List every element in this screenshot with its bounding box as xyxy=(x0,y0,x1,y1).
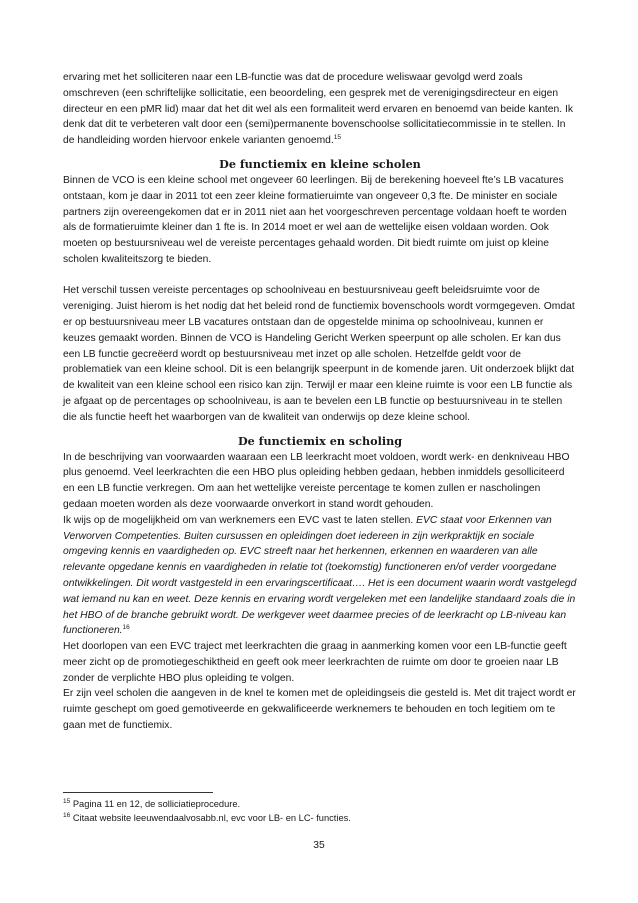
heading-scholing: De functiemix en scholing xyxy=(237,433,403,448)
footnote-16-text: Citaat website leeuwendaalvosabb.nl, evc voor LB- en LC- functies. xyxy=(70,813,351,823)
footnotes xyxy=(63,797,577,825)
footnote-16-number: 16 xyxy=(63,812,71,819)
footnote-15-number: 15 xyxy=(63,798,71,805)
paragraph-voorwaarden: In de beschrijving van voorwaarden waaraan een LB leerkracht moet voldoen, wordt werk- en denkniveau HBO plus genoemd. Veel leerkrachten die een HBO plus opleiding hebben gedaan, hebben inmiddels gesolliciteerd en een LB functie verkregen. Om aan het wettelijke vereiste percentage te komen zullen er nascholingen gedaan moeten worden als deze voorwaarde onverkort in stand wordt gehouden. xyxy=(63,451,570,510)
paragraph-beleidsruimte: Het verschil tussen vereiste percentages op schoolniveau en bestuursniveau geeft beleidsruimte voor de vereniging. Juist hierom is het nodig dat het beleid rond de functiemix bovenschools wordt vormgegeven. Omdat er op bestuursniveau meer LB vacatures ontstaan dan de opgestelde minima op schoolniveau, kunnen er keuzes gemaakt worden. Binnen de VCO is Handeling Gericht Werken speerpunt op alle scholen. Er kan dus een LB functie gecreëerd wordt op bestuursniveau met inzet op alle scholen. Hetzelfde geldt voor de problematiek van een kleine school. Dit is een belangrijk speerpunt in de komende jaren. Uit onderzoek blijkt dat de kwaliteit van een kleine school een risico kan zijn. Terwijl er maar een kleine ruimte is voor een LB functie als je afgaat op de percentages op schoolniveau, is aan te bevelen een LB functie op bestuursniveau in te stellen die als functie heeft het waarborgen van de kwaliteit van onderwijs op deze kleine school. xyxy=(63,285,575,423)
intro-paragraph xyxy=(63,70,577,149)
footnote-divider xyxy=(63,792,213,793)
page-number: 35 xyxy=(313,840,325,851)
footnote-16 xyxy=(63,811,577,825)
footnote-ref-15[interactable]: 15 xyxy=(333,134,342,142)
paragraph-kleine-school: Binnen de VCO is een kleine school met ongeveer 60 leerlingen. Bij de berekening hoeveel fte’s LB vacatures ontstaan, kom je daar in 2011 tot een zeer kleine formatieruimte van ongeveer 0,3 fte. De minister en sociale partners zijn overeengekomen dat er in 2011 niet aan het voorgeschreven percentage voldaan hoeft te worden als de formatieruimte kleiner dan 1 fte is. In 2014 moet er wel aan de wettelijke eisen voldaan worden. Ook moeten op bestuursniveau wel de vereiste percentages gehaald worden. Dit biedt ruimte om juist op kleine scholen kwaliteitszorg te bieden. xyxy=(63,174,567,265)
page-body xyxy=(63,70,577,734)
paragraph-evc-traject: Het doorlopen van een EVC traject met leerkrachten die graag in aanmerking komen voor een LB-functie geeft meer zicht op de promotiegeschiktheid en geeft ook meer leerkrachten de ruimte om door te groeien naar LB zonder de verplichte HBO plus opleiding te volgen. xyxy=(63,641,567,684)
heading-kleine-scholen: De functiemix en kleine scholen xyxy=(219,156,421,171)
paragraph-evc xyxy=(63,513,577,639)
footnote-ref-16[interactable]: 16 xyxy=(122,624,130,632)
footnote-15-text: Pagina 11 en 12, de solliciatieprocedure. xyxy=(70,799,241,809)
footnote-15 xyxy=(63,797,577,811)
evc-quote: EVC staat voor Erkennen van Verworven Competenties. Buiten cursussen en opleidingen doet iedereen in zijn werkpraktijk en sociale omgeving kennis en vaardigheden op. EVC streeft naar het herkennen, erkennen en waarderen van alle relevante opgedane kennis en vaardigheden in relatie tot (toekomstig) functioneren en/of verder voorgedane ontwikkelingen. Dit wordt vastgesteld in een ervaringscertificaat…. Het is een document waarin wordt vastgelegd wat iemand nu kan en weet. Deze kennis en ervaring wordt vergeleken met een landelijke standaard zoals die in het HBO of de branche gebruikt wordt. De werkgever weet daarmee precies of de leerkracht op LB-niveau kan functioneren. xyxy=(63,514,577,637)
intro-text: ervaring met het solliciteren naar een LB-functie was dat de procedure weliswaar gevolgd werd zoals omschreven (een schriftelijke sollicitatie, een beoordeling, een gesprek met de verenigingsdirecteur en eigen directeur en een pMR lid) maar dat het dit wel als een formaliteit werd ervaren en benoemd van beide kanten. Ik denk dat dit te verbeteren valt door een (semi)permanente bovenschoolse sollicitatiecommissie in te stellen. In de handleiding worden hiervoor enkele varianten genoemd. xyxy=(63,72,573,147)
paragraph-opleidingseis: Er zijn veel scholen die aangeven in de knel te komen met de opleidingseis die gesteld is. Met dit traject wordt er ruimte geschept om goed gemotiveerde en gekwalificeerde werknemers te behouden en toch legitiem om te gaan met de functiemix. xyxy=(63,688,576,732)
evc-intro-text: Ik wijs op de mogelijkheid om van werknemers een EVC vast te laten stellen. xyxy=(63,514,417,526)
